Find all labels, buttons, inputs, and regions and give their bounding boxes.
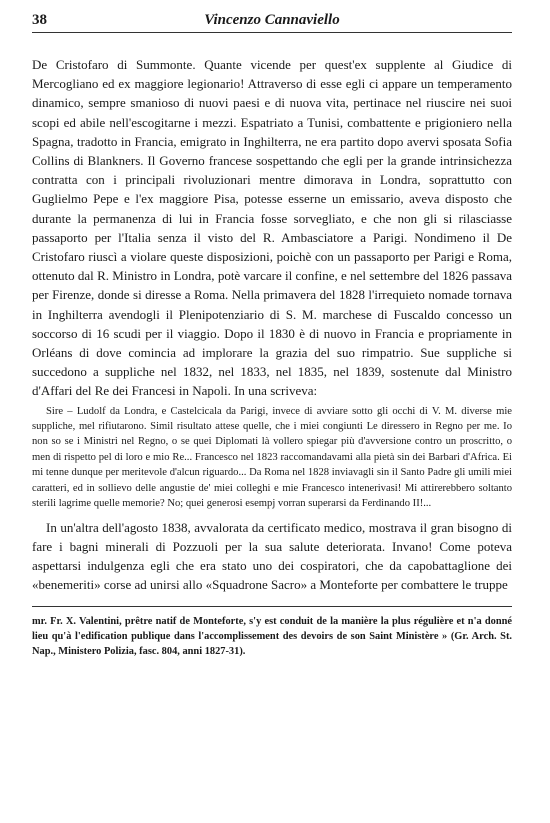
footnote xyxy=(32,615,512,659)
block-quote xyxy=(32,404,512,512)
body-text xyxy=(32,55,512,594)
footnote-text: mr. Fr. X. Valentini, prêtre natif de Monteforte, s'y est conduit de la manière la plus régulière et n'a donné lieu qu'à l'edification publique dans l'accomplissement des devoirs de son Saint Ministère » (Gr. Arch. St. Nap., Ministero Polizia, fasc. 804, anni 1827-31). xyxy=(32,616,512,657)
paragraph-2: In un'altra dell'agosto 1838, avvalorata da certificato medico, mostrava il gran bisogno di fare i bagni minerali di Pozzuoli per la sua salute deteriorata. Invano! Come poteva aspettarsi indulgenza egli che era stato uno dei cospiratori, che da capobattaglione dei «benemeriti» corse ad unirsi allo «Squadrone Sacro» a Montefortе per combattere le truppe xyxy=(32,519,512,593)
page-number: 38 xyxy=(32,12,47,28)
document-page xyxy=(32,10,512,659)
quote-text: Sire – Ludolf da Londra, e Castelcicala da Parigi, invece di avviare sotto gli occhi di V. M. diverse mie suppliche, mel rifiutarono. Simil risultato attese quelle, che i miei congiunti Le diressero in Regno per me. Io non so se i Ministri nel Regno, o se quei Diplomati là vollero spiegar più d'avversione contro un proscritto, o men di rispetto pel di loro e mio Re... Francesco nel 1823 raccomandavami alla pietà sin dei Barbari d'Africa. Ei mi tenne dunque per meritevole d'alcun riguardo... Da Roma nel 1828 inviavagli sin il Santo Padre gli umili miei caratteri, ed in sollievo delle angustie de' miei colleghi e mie Francesco intenerivasi! Mi attirerebbero soltanto sterili lagrime quelle memorie? No; quei generosi esempj vorran superarsi da Ferdinando II!... xyxy=(32,405,512,510)
running-head: Vincenzo Cannaviello xyxy=(204,12,340,28)
page-header xyxy=(32,10,512,33)
footnote-divider xyxy=(32,606,512,607)
paragraph-1: De Cristofaro di Summonte. Quante vicende per quest'ex supplente al Giudice di Mercogliano ed ex maggiore legionario! Attraverso di esse egli ci appare un temperamento dinamico, sempre smanioso di nuovi paesi e di nuova vita, pertinace nel riuscire nei suoi scopi ed abile nell'escogitarne i mezzi. Espatriato a Tunisi, combattente e prigioniero nella Spagna, tradotto in Francia, emigrato in Inghilterra, ne era partito dopo avervi sposata Sofia Collins di Blankners. Il Governo francese sospettando che egli per la grande intrinsichezza contratta con i principali rivoluzionari mentre dimorava in Londra, soprattutto con Guglielmo Pepe e l'ex maggiore Pisa, potesse esserne un emissario, aveva disposto che durante la permanenza di lui in Francia fosse sorvegliato, e che non gli si rilasciasse passaporto per l'Italia senza il visto del R. Ambasciatore a Parigi. Nondimeno il De Cristofaro riuscì a violare queste disposizioni, poichè con un passaporto per Parigi e Roma, ottenuto dal R. Ministro in Londra, potè varcare il confine, e nel settembre del 1826 passava per Firenze, donde si diresse a Roma. Nella primavera del 1828 l'irrequieto nomade tornava in Inghilterra avendogli il Plenipotenziario di S. M. marchese di Fuscaldo concesso un soccorso di 16 scudi per il viaggio. Dopo il 1830 è di nuovo in Francia e propriamente in Orléans di dove comincia ad implorare la grazia del suo rimpatrio. Sue suppliche si succedono a suppliche nel 1832, nel 1833, nel 1835, nel 1839, sostenute dal Ministro d'Affari del Re dei Francesi in Napoli. In una scriveva: xyxy=(32,57,512,399)
